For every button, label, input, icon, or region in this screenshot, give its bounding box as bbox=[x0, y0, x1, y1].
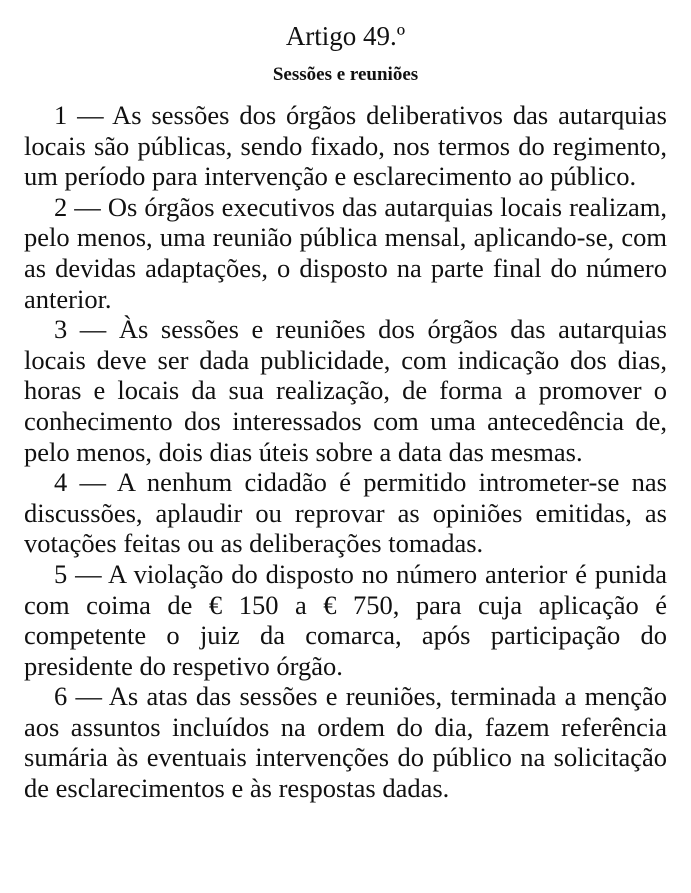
paragraph-4: 4 — A nenhum cidadão é permitido intrometer-se nas discussões, aplaudir ou reprovar as opiniões emitidas, as votações feitas ou as deliberações tomadas. bbox=[24, 467, 667, 559]
paragraph-5: 5 — A violação do disposto no número anterior é punida com coima de € 150 a € 750, para cuja aplicação é competente o juiz da comarca, após participação do presidente do respetivo órgão. bbox=[24, 558, 667, 681]
article-subtitle: Sessões e reuniões bbox=[272, 64, 419, 85]
paragraph-2: 2 — Os órgãos executivos das autarquias locais realizam, pelo menos, uma reunião pública mensal, aplicando-se, com as devidas adaptações, o disposto na parte final do número anterior. bbox=[24, 191, 667, 314]
paragraph-1: 1 — As sessões dos órgãos deliberativos das autarquias locais são públicas, sendo fixado, nos termos do regimento, um período para intervenção e esclarecimento ao público. bbox=[24, 100, 667, 192]
paragraph-3: 3 — Às sessões e reuniões dos órgãos das autarquias locais deve ser dada publicidade, com indicação dos dias, horas e locais da sua realização, de forma a promover o conhecimento dos interessados com uma antecedência de, pelo menos, dois dias úteis sobre a data das mesmas. bbox=[24, 314, 667, 467]
paragraph-6: 6 — As atas das sessões e reuniões, terminada a menção aos assuntos incluídos na ordem do dia, fazem referência sumária às eventuais intervenções do público na solicitação de esclarecimentos e às respostas dadas. bbox=[24, 681, 667, 804]
article-title: Artigo 49.º bbox=[285, 21, 406, 51]
